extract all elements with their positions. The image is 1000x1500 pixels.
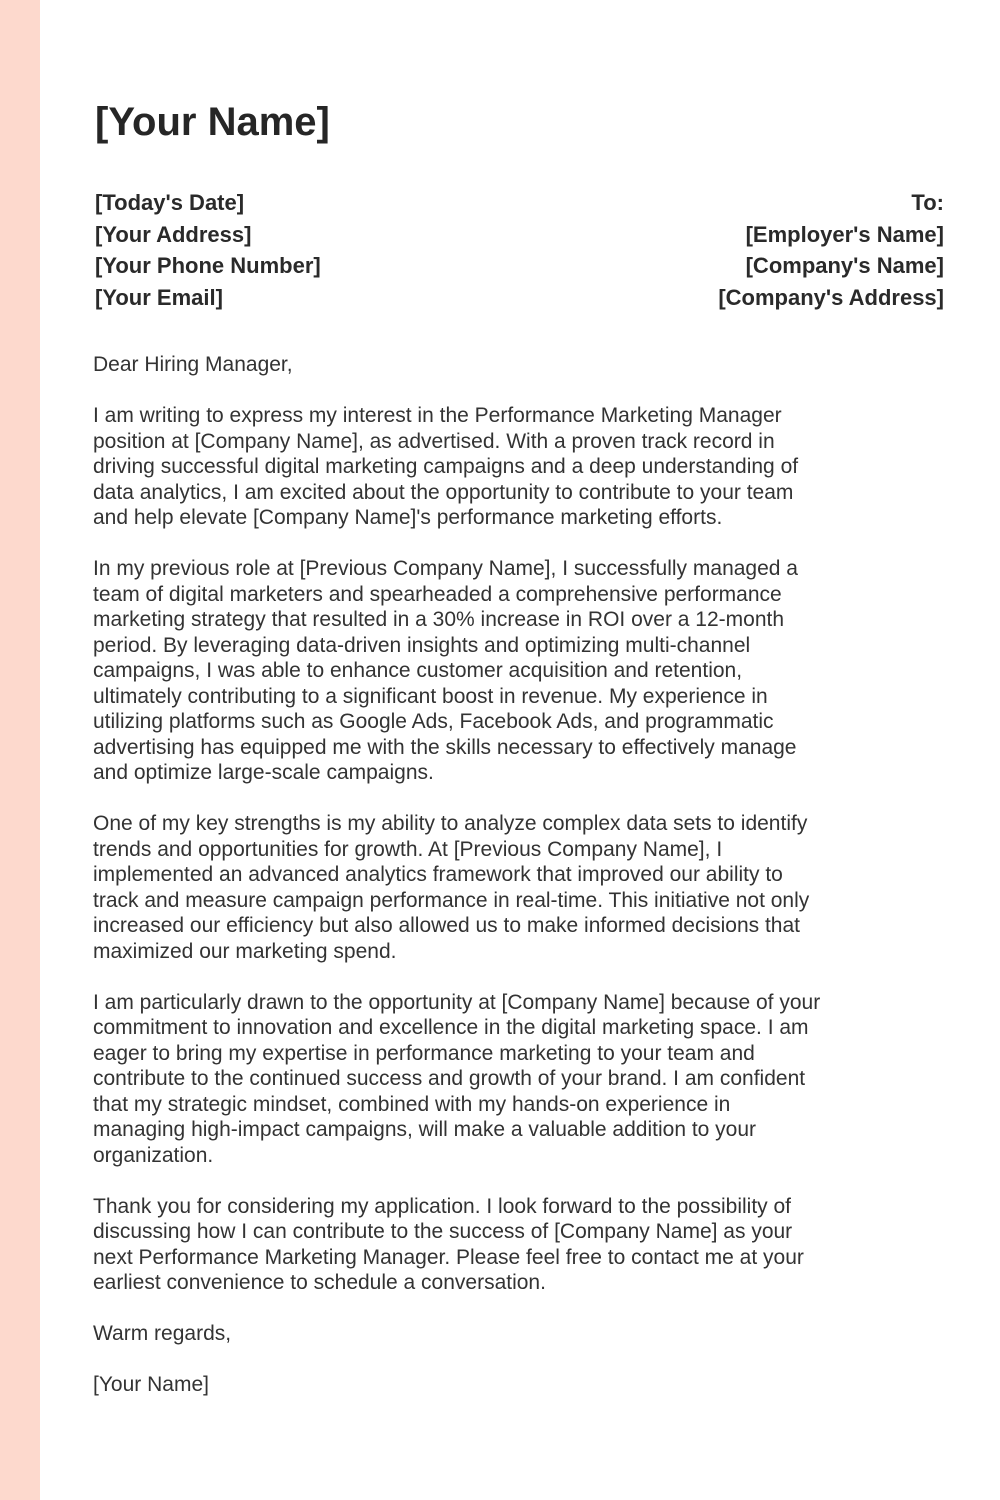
body-paragraph bbox=[93, 1194, 820, 1296]
salutation: Dear Hiring Manager, bbox=[93, 353, 293, 376]
body-paragraph bbox=[93, 811, 820, 964]
paragraph-line: that my strategic mindset, combined with my hands-on experience in bbox=[93, 1092, 731, 1116]
body-paragraph bbox=[93, 556, 820, 786]
sender-line: [Your Email] bbox=[95, 284, 223, 310]
paragraph-line: period. By leveraging data-driven insights and optimizing multi-channel bbox=[93, 633, 751, 657]
paragraph-line: I am particularly drawn to the opportunity at [Company Name] because of your bbox=[93, 990, 821, 1014]
paragraph-line: and help elevate [Company Name]'s performance marketing efforts. bbox=[93, 506, 723, 529]
paragraph-line: One of my key strengths is my ability to analyze complex data sets to identify bbox=[93, 812, 808, 835]
paragraph-line: track and measure campaign performance in real-time. This initiative not only bbox=[93, 888, 810, 912]
paragraph-line: data analytics, I am excited about the opportunity to contribute to your team bbox=[93, 480, 794, 504]
paragraph-line: advertising has equipped me with the skills necessary to effectively manage bbox=[93, 735, 797, 759]
paragraph-line: campaigns, I was able to enhance customer acquisition and retention, bbox=[93, 659, 743, 682]
recipient-line: To: bbox=[911, 190, 944, 215]
signature: [Your Name] bbox=[93, 1373, 209, 1396]
body-paragraph bbox=[93, 990, 820, 1169]
paragraph-line: managing high-impact campaigns, will make a valuable addition to your bbox=[93, 1118, 757, 1141]
body-paragraph bbox=[93, 403, 820, 531]
paragraph-line: team of digital marketers and spearheaded a comprehensive performance bbox=[93, 582, 782, 606]
paragraph-line: next Performance Marketing Manager. Please feel free to contact me at your bbox=[93, 1245, 804, 1269]
sender-line: [Today's Date] bbox=[95, 190, 245, 215]
paragraph-line: maximized our marketing spend. bbox=[93, 939, 397, 963]
paragraph-line: increased our efficiency but also allowed us to make informed decisions that bbox=[93, 914, 800, 937]
paragraph-line: I am writing to express my interest in the Performance Marketing Manager bbox=[93, 404, 782, 427]
recipient-info bbox=[718, 187, 944, 313]
sender-name-heading: [Your Name] bbox=[95, 100, 330, 144]
paragraph-line: earliest convenience to schedule a conversation. bbox=[93, 1271, 546, 1294]
sender-line: [Your Address] bbox=[95, 221, 252, 247]
paragraph-line: discussing how I can contribute to the success of [Company Name] as your bbox=[93, 1220, 793, 1243]
sender-line: [Your Phone Number] bbox=[95, 253, 321, 278]
closing: Warm regards, bbox=[93, 1322, 232, 1345]
paragraph-line: Thank you for considering my application. I look forward to the possibility of bbox=[93, 1194, 792, 1218]
recipient-line: [Employer's Name] bbox=[745, 221, 944, 247]
paragraph-line: ultimately contributing to a significant boost in revenue. My experience in bbox=[93, 684, 768, 708]
decorative-sidebar bbox=[0, 0, 40, 1500]
sender-info bbox=[95, 187, 321, 313]
paragraph-line: implemented an advanced analytics framework that improved our ability to bbox=[93, 863, 783, 886]
paragraph-line: marketing strategy that resulted in a 30% increase in ROI over a 12-month bbox=[93, 608, 785, 631]
paragraph-line: contribute to the continued success and growth of your brand. I am confident bbox=[93, 1067, 806, 1090]
paragraph-line: commitment to innovation and excellence in the digital marketing space. I am bbox=[93, 1016, 809, 1039]
paragraph-line: position at [Company Name], as advertised. With a proven track record in bbox=[93, 429, 775, 453]
paragraph-line: In my previous role at [Previous Company Name], I successfully managed a bbox=[93, 557, 798, 580]
paragraph-line: organization. bbox=[93, 1143, 214, 1167]
letter-body bbox=[93, 352, 820, 1423]
paragraph-line: and optimize large-scale campaigns. bbox=[93, 761, 434, 784]
paragraph-line: eager to bring my expertise in performance marketing to your team and bbox=[93, 1041, 755, 1065]
paragraph-line: utilizing platforms such as Google Ads, Facebook Ads, and programmatic bbox=[93, 710, 774, 733]
paragraph-line: trends and opportunities for growth. At [Previous Company Name], I bbox=[93, 837, 723, 861]
paragraph-line: driving successful digital marketing campaigns and a deep understanding of bbox=[93, 455, 799, 478]
recipient-line: [Company's Address] bbox=[718, 284, 944, 310]
recipient-line: [Company's Name] bbox=[745, 253, 944, 278]
